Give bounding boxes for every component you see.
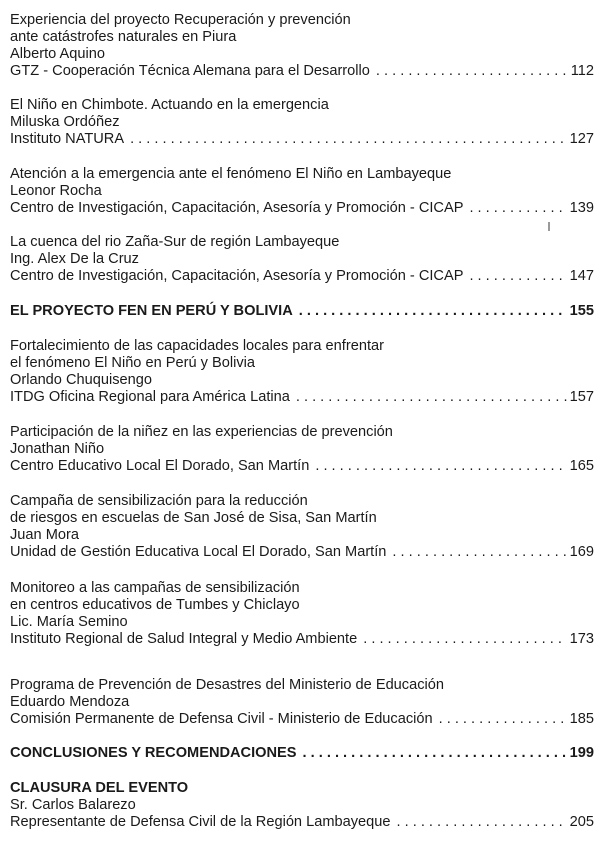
entry-line: ante catástrofes naturales en Piura (10, 29, 237, 45)
dot-leader (469, 268, 566, 285)
page-number: 157 (569, 389, 594, 405)
entry-line: Jonathan Niño (10, 441, 105, 457)
entry-institution: Unidad de Gestión Educativa Local El Dorado, San Martín (10, 544, 387, 560)
entry-institution: Centro de Investigación, Capacitación, Asesoría y Promoción - CICAP (10, 200, 464, 216)
entry-page-row (10, 544, 594, 561)
dot-leader (397, 814, 567, 831)
entry-institution: Comisión Permanente de Defensa Civil - Ministerio de Educación (10, 711, 433, 727)
page-number: 199 (569, 745, 594, 761)
entry-line: La cuenca del rio Zaña-Sur de región Lambayeque (10, 234, 340, 250)
entry-page-row (10, 303, 594, 320)
entry-line: Eduardo Mendoza (10, 694, 130, 710)
entry-page-row (10, 131, 594, 148)
entry-line: Experiencia del proyecto Recuperación y prevención (10, 12, 351, 28)
dot-leader (315, 458, 566, 475)
entry-line: Leonor Rocha (10, 183, 102, 199)
entry-line: Sr. Carlos Balarezo (10, 797, 136, 813)
dot-leader (392, 544, 566, 561)
section-heading: CONCLUSIONES Y RECOMENDACIONES (10, 745, 297, 761)
page-number: 173 (569, 631, 594, 647)
page-number: 127 (569, 131, 594, 147)
entry-institution: Centro de Investigación, Capacitación, Asesoría y Promoción - CICAP (10, 268, 464, 284)
toc-entry (10, 234, 594, 285)
entry-line: en centros educativos de Tumbes y Chiclayo (10, 597, 300, 613)
entry-institution: GTZ - Cooperación Técnica Alemana para el Desarrollo (10, 63, 370, 79)
section-heading: CLAUSURA DEL EVENTO (10, 780, 189, 796)
toc-entry (10, 580, 594, 648)
entry-page-row (10, 458, 594, 475)
toc-entry (10, 780, 594, 831)
dot-leader (296, 389, 567, 406)
toc-entry (10, 745, 594, 762)
dot-leader (363, 631, 566, 648)
entry-page-row (10, 389, 594, 406)
toc-entry (10, 12, 594, 80)
page-number: 155 (569, 303, 594, 319)
dot-leader (299, 303, 567, 320)
entry-line: Miluska Ordóñez (10, 114, 120, 130)
entry-page-row (10, 814, 594, 831)
entry-line: Fortalecimiento de las capacidades locales para enfrentar (10, 338, 384, 354)
dot-leader (130, 131, 567, 148)
dot-leader (469, 200, 566, 217)
page-number: 169 (569, 544, 594, 560)
entry-page-row (10, 631, 594, 648)
entry-line: Alberto Aquino (10, 46, 105, 62)
entry-page-row (10, 711, 594, 728)
toc-entry (10, 677, 594, 728)
toc-entry (10, 338, 594, 406)
dot-leader (303, 745, 567, 762)
entry-line: de riesgos en escuelas de San José de Sisa, San Martín (10, 510, 377, 526)
entry-line: Ing. Alex De la Cruz (10, 251, 139, 267)
entry-institution: Instituto NATURA (10, 131, 125, 147)
entry-institution: ITDG Oficina Regional para América Latina (10, 389, 290, 405)
entry-page-row (10, 63, 594, 80)
toc-entry (10, 166, 594, 217)
entry-line: Campaña de sensibilización para la reducción (10, 493, 308, 509)
entry-line: Atención a la emergencia ante el fenómeno El Niño en Lambayeque (10, 166, 452, 182)
dot-leader (439, 711, 567, 728)
entry-line: Programa de Prevención de Desastres del Ministerio de Educación (10, 677, 444, 693)
page-number: 165 (569, 458, 594, 474)
entry-line: Monitoreo a las campañas de sensibilización (10, 580, 300, 596)
entry-line: Orlando Chuquisengo (10, 372, 152, 388)
toc-entry (10, 424, 594, 475)
page-number: 185 (569, 711, 594, 727)
toc-entry (10, 303, 594, 320)
entry-line: Lic. María Semino (10, 614, 128, 630)
page-number: 139 (569, 200, 594, 216)
section-heading: EL PROYECTO FEN EN PERÚ Y BOLIVIA (10, 303, 293, 319)
entry-line: Participación de la niñez en las experiencias de prevención (10, 424, 393, 440)
entry-page-row (10, 745, 594, 762)
entry-institution: Representante de Defensa Civil de la Región Lambayeque (10, 814, 391, 830)
entry-line: El Niño en Chimbote. Actuando en la emergencia (10, 97, 329, 113)
dot-leader (376, 63, 568, 80)
entry-institution: Centro Educativo Local El Dorado, San Martín (10, 458, 310, 474)
page-number: 147 (569, 268, 594, 284)
page-number: 205 (569, 814, 594, 830)
entry-institution: Instituto Regional de Salud Integral y Medio Ambiente (10, 631, 358, 647)
entry-line: el fenómeno El Niño en Perú y Bolivia (10, 355, 255, 371)
page-number: 112 (570, 63, 594, 79)
entry-page-row (10, 268, 594, 285)
scan-mark (548, 222, 550, 231)
toc-entry (10, 97, 594, 148)
entry-line: Juan Mora (10, 527, 79, 543)
entry-page-row (10, 200, 594, 217)
toc-entry (10, 493, 594, 561)
